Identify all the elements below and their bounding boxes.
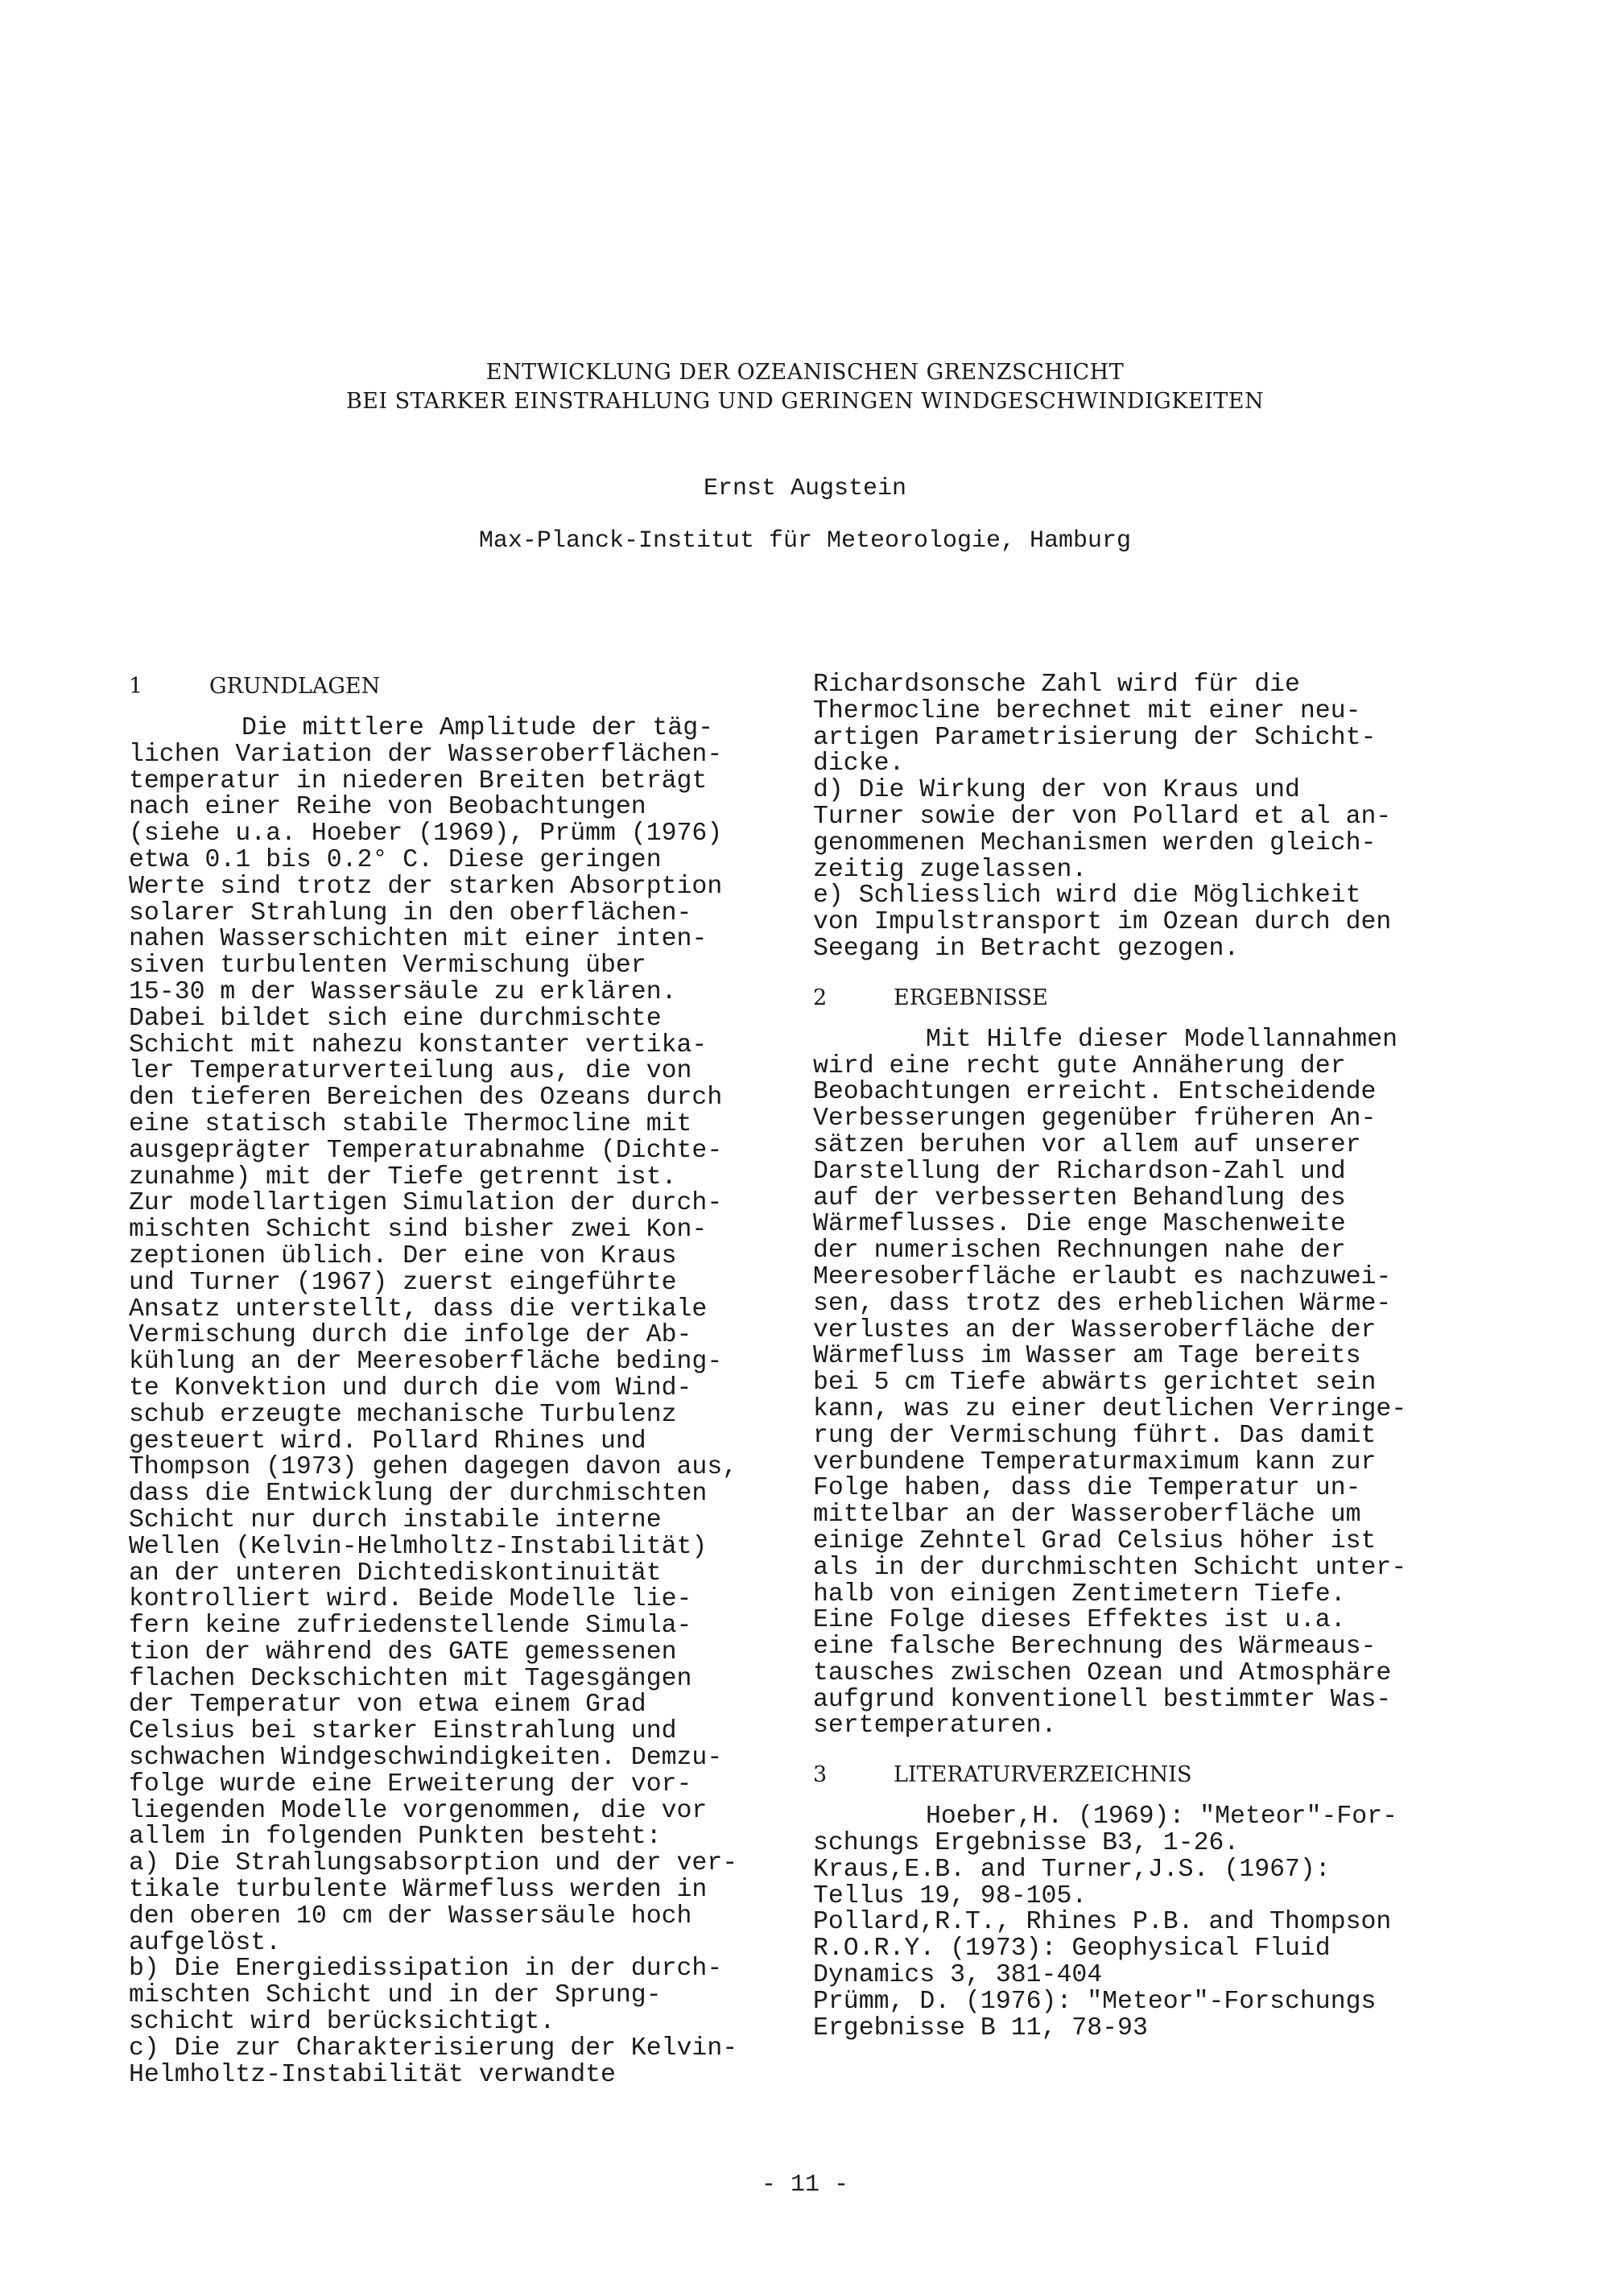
title-line: ENTWICKLUNG DER OZEANISCHEN GRENZSCHICHT bbox=[485, 360, 1125, 385]
reference-line: Kraus,E.B. and Turner,J.S. (1967): bbox=[813, 1855, 1331, 1884]
text-line: als in der durchmischten Schicht unter- bbox=[813, 1553, 1407, 1582]
left-column bbox=[129, 672, 773, 2088]
page-number: - 11 - bbox=[761, 2171, 849, 2199]
text-line: Vermischung durch die infolge der Ab- bbox=[129, 1321, 692, 1350]
text-line: nach einer Reihe von Beobachtungen bbox=[129, 793, 646, 822]
text-line: Meeresoberfläche erlaubt es nachzuwei- bbox=[813, 1262, 1392, 1291]
reference-line: Tellus 19, 98-105. bbox=[813, 1881, 1088, 1910]
reference-line: Dynamics 3, 381-404 bbox=[813, 1961, 1103, 1990]
text-line: siven turbulenten Vermischung über bbox=[129, 952, 646, 981]
section-body-grundlagen bbox=[129, 716, 773, 2088]
text-line: der numerischen Rechnungen nahe der bbox=[813, 1237, 1346, 1266]
text-line: artigen Parametrisierung der Schicht- bbox=[813, 723, 1377, 752]
text-line: Richardsonsche Zahl wird für die bbox=[813, 671, 1300, 699]
text-line: Wärmefluss im Wasser am Tage bereits bbox=[813, 1342, 1361, 1371]
reference-line: R.O.R.Y. (1973): Geophysical Fluid bbox=[813, 1935, 1331, 1964]
text-line: schub erzeugte mechanische Turbulenz bbox=[129, 1400, 677, 1429]
text-line: eine falsche Berechnung des Wärmeaus- bbox=[813, 1633, 1377, 1662]
text-line: Verbesserungen gegenüber früheren An- bbox=[813, 1105, 1377, 1134]
section-title: LITERATURVERZEICHNIS bbox=[894, 1762, 1192, 1788]
text-line: halb von einigen Zentimetern Tiefe. bbox=[813, 1580, 1346, 1608]
text-line: Schicht nur durch instabile interne bbox=[129, 1505, 662, 1534]
text-line: schwachen Windgeschwindigkeiten. Demzu- bbox=[129, 1744, 723, 1773]
text-line: ausgeprägter Temperaturabnahme (Dichte- bbox=[129, 1136, 723, 1165]
text-line: allem in folgenden Punkten besteht: bbox=[129, 1823, 662, 1852]
text-line: dass die Entwicklung der durchmischten bbox=[129, 1480, 708, 1509]
text-line: (siehe u.a. Hoeber (1969), Prümm (1976) bbox=[129, 820, 723, 849]
text-line: c) Die zur Charakterisierung der Kelvin- bbox=[129, 2034, 738, 2063]
text-line: sertemperaturen. bbox=[813, 1712, 1057, 1741]
text-line: Dabei bildet sich eine durchmischte bbox=[129, 1004, 662, 1033]
text-line: verbundene Temperaturmaximum kann zur bbox=[813, 1447, 1377, 1476]
text-line: Darstellung der Richardson-Zahl und bbox=[813, 1157, 1346, 1186]
text-line: folge wurde eine Erweiterung der vor- bbox=[129, 1769, 692, 1798]
text-line: flachen Deckschichten mit Tagesgängen bbox=[129, 1664, 692, 1693]
text-line: aufgrund konventionell bestimmter Was- bbox=[813, 1685, 1392, 1714]
text-line: d) Die Wirkung der von Kraus und bbox=[813, 776, 1300, 805]
text-line: Wellen (Kelvin-Helmholtz-Instabilität) bbox=[129, 1532, 708, 1561]
text-line: Mit Hilfe dieser Modellannahmen bbox=[926, 1025, 1397, 1054]
section-number: 1 bbox=[129, 674, 143, 699]
text-line: sen, dass trotz des erheblichen Wärme- bbox=[813, 1289, 1392, 1318]
references-list bbox=[813, 1804, 1449, 2042]
section-number: 3 bbox=[813, 1762, 828, 1788]
text-line: tausches zwischen Ozean und Atmosphäre bbox=[813, 1658, 1392, 1687]
text-line: fern keine zufriedenstellende Simula- bbox=[129, 1612, 692, 1641]
text-line: aufgelöst. bbox=[129, 1928, 282, 1957]
section-title: GRUNDLAGEN bbox=[209, 674, 381, 699]
text-line: eine statisch stabile Thermocline mit bbox=[129, 1109, 692, 1138]
text-line: auf der verbesserten Behandlung des bbox=[813, 1183, 1346, 1212]
section-number: 2 bbox=[813, 985, 828, 1010]
text-line: Zur modellartigen Simulation der durch- bbox=[129, 1189, 723, 1218]
text-line: mischten Schicht und in der Sprung- bbox=[129, 1981, 662, 2010]
text-line: Seegang in Betracht gezogen. bbox=[813, 934, 1240, 963]
text-line: 15-30 m der Wassersäule zu erklären. bbox=[129, 977, 677, 1006]
text-line: wird eine recht gute Annäherung der bbox=[813, 1051, 1346, 1080]
text-line: kühlung an der Meeresoberfläche beding- bbox=[129, 1348, 723, 1377]
text-line: genommenen Mechanismen werden gleich- bbox=[813, 828, 1377, 857]
text-line: zeptionen üblich. Der eine von Kraus bbox=[129, 1241, 677, 1270]
text-line: a) Die Strahlungsabsorption und der ver- bbox=[129, 1849, 738, 1878]
text-line: an der unteren Dichtediskontinuität bbox=[129, 1559, 662, 1588]
reference-line: Hoeber,H. (1969): "Meteor"-For- bbox=[926, 1803, 1397, 1831]
text-line: Beobachtungen erreicht. Entscheidende bbox=[813, 1078, 1377, 1107]
text-line: den oberen 10 cm der Wassersäule hoch bbox=[129, 1902, 692, 1931]
reference-line: Pollard,R.T., Rhines P.B. and Thompson bbox=[813, 1908, 1392, 1937]
text-line: dicke. bbox=[813, 750, 905, 778]
text-line: mischten Schicht sind bisher zwei Kon- bbox=[129, 1216, 708, 1245]
text-line: Die mittlere Amplitude der täg- bbox=[242, 714, 713, 742]
text-line: Celsius bei starker Einstrahlung und bbox=[129, 1717, 677, 1746]
reference-line: Ergebnisse B 11, 78-93 bbox=[813, 2013, 1148, 2042]
text-line: b) Die Energiedissipation in der durch- bbox=[129, 1955, 723, 1984]
section-body-grundlagen-continued bbox=[813, 672, 1449, 963]
text-line: verlustes an der Wasseroberfläche der bbox=[813, 1315, 1377, 1344]
text-line: bei 5 cm Tiefe abwärts gerichtet sein bbox=[813, 1369, 1377, 1398]
text-line: zeitig zugelassen. bbox=[813, 855, 1088, 884]
text-line: Folge haben, dass die Temperatur un- bbox=[813, 1474, 1361, 1503]
text-line: von Impulstransport im Ozean durch den bbox=[813, 908, 1392, 937]
text-line: zunahme) mit der Tiefe getrennt ist. bbox=[129, 1162, 677, 1191]
text-line: Wärmeflusses. Die enge Maschenweite bbox=[813, 1210, 1346, 1239]
text-line: mittelbar an der Wasseroberfläche um bbox=[813, 1501, 1361, 1530]
section-heading-grundlagen bbox=[129, 672, 773, 701]
section-title: ERGEBNISSE bbox=[894, 985, 1048, 1010]
text-line: Schicht mit nahezu konstanter vertika- bbox=[129, 1030, 708, 1059]
text-line: Helmholtz-Instabilität verwandte bbox=[129, 2060, 616, 2089]
paper-title bbox=[0, 358, 1610, 416]
text-line: etwa 0.1 bis 0.2° C. Diese geringen bbox=[129, 845, 662, 874]
text-line: Thermocline berechnet mit einer neu- bbox=[813, 696, 1361, 725]
text-line: den tieferen Bereichen des Ozeans durch bbox=[129, 1084, 723, 1113]
institution: Max-Planck-Institut für Meteorologie, Hamburg bbox=[478, 527, 1132, 555]
text-line: sätzen beruhen vor allem auf unserer bbox=[813, 1130, 1361, 1159]
text-line: e) Schliesslich wird die Möglichkeit bbox=[813, 882, 1361, 911]
text-line: schicht wird berücksichtigt. bbox=[129, 2008, 555, 2037]
text-line: rung der Vermischung führt. Das damit bbox=[813, 1421, 1377, 1450]
text-line: Ansatz unterstellt, dass die vertikale bbox=[129, 1295, 708, 1324]
author: Ernst Augstein bbox=[703, 475, 907, 502]
text-line: te Konvektion und durch die vom Wind- bbox=[129, 1373, 692, 1402]
text-line: kann, was zu einer deutlichen Verringe- bbox=[813, 1394, 1407, 1423]
title-line: BEI STARKER EINSTRAHLUNG UND GERINGEN WINDGESCHWINDIGKEITEN bbox=[345, 389, 1265, 414]
section-body-ergebnisse bbox=[813, 1027, 1449, 1741]
text-line: solarer Strahlung in den oberflächen- bbox=[129, 898, 692, 927]
reference-line: schungs Ergebnisse B3, 1-26. bbox=[813, 1829, 1240, 1858]
text-line: Turner sowie der von Pollard et al an- bbox=[813, 802, 1392, 831]
text-line: gesteuert wird. Pollard Rhines und bbox=[129, 1427, 646, 1456]
text-line: Werte sind trotz der starken Absorption bbox=[129, 872, 723, 901]
text-line: kontrolliert wird. Beide Modelle lie- bbox=[129, 1585, 692, 1614]
text-line: ler Temperaturverteilung aus, die von bbox=[129, 1057, 692, 1086]
text-line: Thompson (1973) gehen dagegen davon aus, bbox=[129, 1453, 738, 1482]
section-heading-ergebnisse bbox=[813, 984, 1449, 1013]
text-line: lichen Variation der Wasseroberflächen- bbox=[129, 740, 723, 769]
section-heading-literaturverzeichnis bbox=[813, 1761, 1449, 1790]
reference-line: Prümm, D. (1976): "Meteor"-Forschungs bbox=[813, 1987, 1377, 2016]
text-line: und Turner (1967) zuerst eingeführte bbox=[129, 1268, 677, 1297]
right-column bbox=[813, 672, 1449, 2042]
text-line: tikale turbulente Wärmefluss werden in bbox=[129, 1876, 708, 1905]
text-line: der Temperatur von etwa einem Grad bbox=[129, 1691, 646, 1720]
text-line: nahen Wasserschichten mit einer inten- bbox=[129, 925, 708, 954]
text-line: tion der während des GATE gemessenen bbox=[129, 1637, 677, 1666]
text-line: einige Zehntel Grad Celsius höher ist bbox=[813, 1526, 1377, 1555]
text-line: Eine Folge dieses Effektes ist u.a. bbox=[813, 1606, 1346, 1635]
text-line: liegenden Modelle vorgenommen, die vor bbox=[129, 1796, 708, 1825]
text-line: temperatur in niederen Breiten beträgt bbox=[129, 766, 708, 795]
